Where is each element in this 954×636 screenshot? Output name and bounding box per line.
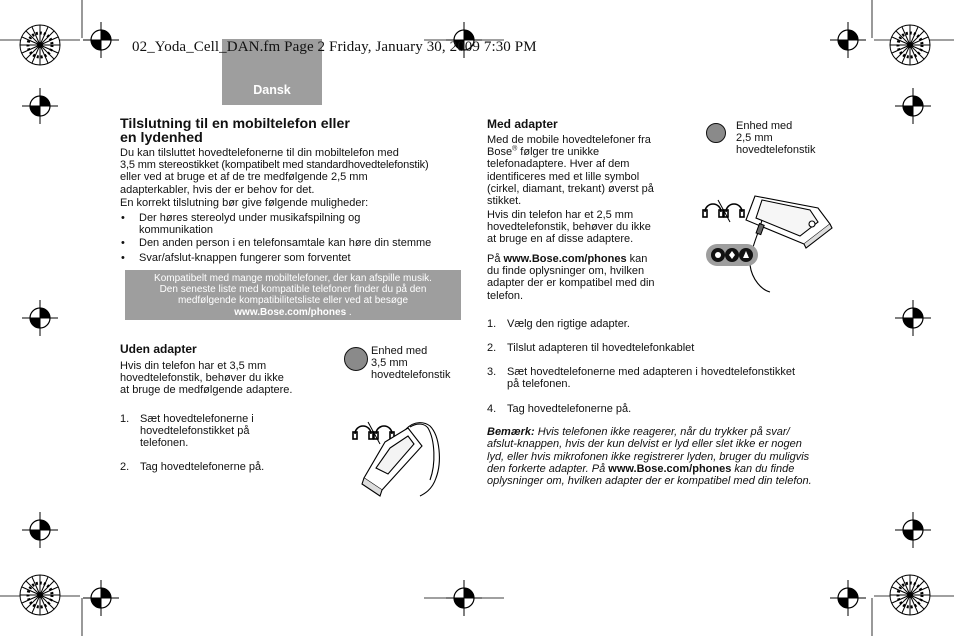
color-wheel-icon xyxy=(20,575,60,615)
note-link[interactable]: www.Bose.com/phones xyxy=(234,306,347,318)
headphones-icon xyxy=(703,200,744,222)
registration-mark-icon xyxy=(830,580,866,616)
adapter-illustration xyxy=(700,180,840,300)
with-adapter-text: Med de mobile hovedtelefoner fra Bose® følger tre unikke telefonadaptere. Hver af dem identificeres med et lille symbol (cirkel, diamant, trekant) øverst på stikket. xyxy=(487,134,654,208)
device-2-5mm-symbol xyxy=(706,123,726,143)
legend-2-5mm: Enhed med 2,5 mm hovedtelefonstik xyxy=(736,120,816,156)
registration-mark-icon xyxy=(83,22,119,58)
adapter-symbols-icon xyxy=(706,244,758,266)
with-adapter-text-3: På www.Bose.com/phones kan du finde oplysninger om, hvilken adapter der er kompatibel med din telefon. xyxy=(487,253,655,302)
device-3-5mm-symbol xyxy=(344,347,368,371)
registration-mark-icon xyxy=(22,512,58,548)
intro-paragraph: Du kan tilsluttet hovedtelefonerne til din mobiltelefon med 3,5 mm stereostikket (kompatibelt med standardhovedtelefonstik) eller ved at bruge et af de tre medfølgende 2,5 mm adapterkabler, hvis der er behov for det. En korrekt tilslutning bør give følgende muligheder: xyxy=(120,147,429,209)
feature-list xyxy=(120,212,470,264)
legend-3-5mm: Enhed med 3,5 mm hovedtelefonstik xyxy=(371,345,451,381)
compatibility-note: Kompatibelt med mange mobiltelefoner, der kan afspille musik. Den seneste liste med kompatible telefoner finder du på den medfølgende kompatibilitetsliste eller ved at besøge www.Bose.com/phones . xyxy=(125,270,461,320)
remark-paragraph: Bemærk: Hvis telefonen ikke reagerer, når du trykker på svar/ afslut-knappen, hvis der kun delvist er lyd eller slet ikke er nogen lyd, eller hvis mikrofonen ikke registrerer lyden, bruger du muligvis den forkerte adapter. På www.Bose.com/phones kan du finde oplysninger om, hvilken adapter der er kompatibel med din telefon. xyxy=(487,426,812,488)
color-wheel-icon xyxy=(20,25,60,65)
color-wheel-icon xyxy=(890,575,930,615)
list-item: • Den anden person i en telefonsamtale kan høre din stemme xyxy=(120,237,470,249)
registration-mark-icon xyxy=(830,22,866,58)
web-link[interactable]: www.Bose.com/phones xyxy=(503,253,627,265)
registration-mark-icon xyxy=(895,88,931,124)
list-item: • Der høres stereolyd under musikafspilning og kommunikation xyxy=(120,212,470,236)
color-wheel-icon xyxy=(890,25,930,65)
list-item: • Svar/afslut-knappen fungerer som forventet xyxy=(120,252,470,264)
registration-mark-icon xyxy=(22,300,58,336)
registration-mark-icon xyxy=(895,512,931,548)
registration-mark-icon xyxy=(895,300,931,336)
registration-mark-icon xyxy=(22,88,58,124)
file-slug: 02_Yoda_Cell_DAN.fm Page 2 Friday, January 30, 2009 7:30 PM xyxy=(132,39,537,55)
phone-illustration xyxy=(350,412,470,500)
with-adapter-text-2: Hvis din telefon har et 2,5 mm hovedtelefonstik, behøver du ikke at bruge en af disse adaptere. xyxy=(487,209,651,246)
registration-mark-icon xyxy=(83,580,119,616)
with-adapter-heading: Med adapter xyxy=(487,117,558,131)
section-title: Tilslutning til en mobiltelefon eller en lydenhed xyxy=(120,116,350,146)
without-adapter-heading: Uden adapter xyxy=(120,342,197,356)
without-adapter-text: Hvis din telefon har et 3,5 mm hovedtelefonstik, behøver du ikke at bruge de medfølgende adaptere. xyxy=(120,360,293,397)
language-tab: Dansk xyxy=(222,39,322,105)
remark-link[interactable]: www.Bose.com/phones xyxy=(608,462,732,475)
